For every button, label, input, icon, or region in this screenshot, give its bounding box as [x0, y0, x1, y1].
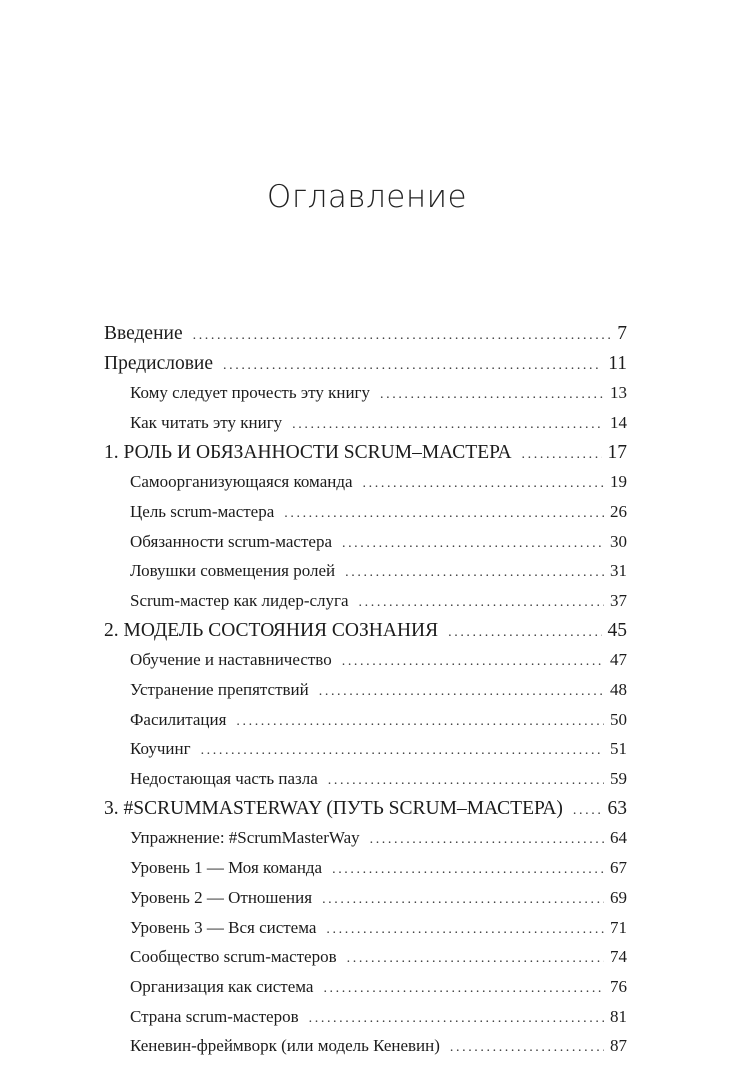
dot-leader — [193, 322, 612, 350]
toc-page-number: 45 — [607, 619, 627, 641]
toc-entry-label: Scrum-мастер как лидер-слуга — [130, 591, 349, 610]
toc-entry-label: Недостающая часть пазла — [130, 769, 318, 789]
toc-page-number: 51 — [610, 739, 627, 759]
toc-subentry[interactable] — [104, 409, 627, 439]
dot-leader — [201, 737, 604, 765]
toc-page-number: 7 — [617, 323, 627, 344]
toc-page-number: 37 — [610, 591, 627, 610]
toc-subentry[interactable] — [104, 765, 627, 795]
toc-page-number: 47 — [610, 650, 627, 670]
toc-entry-label: Обязанности scrum-мастера — [130, 531, 332, 551]
dot-leader — [309, 1005, 604, 1033]
toc-entry-label: Сообщество scrum-мастеров — [130, 947, 337, 967]
dot-leader — [322, 886, 604, 914]
toc-page-number: 13 — [610, 383, 627, 403]
toc-subentry[interactable] — [104, 914, 627, 944]
toc-subentry[interactable] — [104, 706, 627, 736]
toc-subentry[interactable] — [104, 735, 627, 765]
toc-subentry[interactable] — [104, 824, 627, 854]
dot-leader — [359, 589, 604, 617]
toc-chapter-3[interactable] — [104, 795, 627, 825]
toc-entry-label: Введение — [104, 323, 183, 344]
toc-page-number: 74 — [610, 947, 627, 967]
toc-subentry[interactable] — [104, 587, 627, 617]
dot-leader — [328, 767, 604, 795]
toc-entry-label: Кому следует прочесть эту книгу — [130, 383, 371, 403]
toc-entry-label: Уровень 2 — Отношения — [130, 887, 313, 907]
toc-page-number: 50 — [610, 709, 627, 729]
dot-leader — [342, 648, 604, 676]
dot-leader — [450, 1034, 604, 1062]
dot-leader — [326, 916, 604, 944]
toc-page-number: 48 — [610, 680, 627, 699]
toc-page-number: 67 — [610, 858, 627, 878]
dot-leader — [223, 352, 602, 380]
toc-page-number: 31 — [610, 561, 627, 581]
dot-leader — [236, 708, 604, 736]
table-of-contents — [104, 320, 627, 1062]
toc-entry-label: Уровень 3 — Вся система — [130, 917, 317, 937]
toc-subentry[interactable] — [104, 528, 627, 558]
dot-leader — [370, 826, 604, 854]
toc-entry-label: Ловушки совмещения ролей — [130, 561, 336, 581]
toc-subentry[interactable] — [104, 973, 627, 1003]
page-title: Оглавление — [266, 178, 468, 215]
toc-subentry[interactable] — [104, 1032, 627, 1062]
dot-leader — [363, 470, 604, 498]
dot-leader — [522, 441, 602, 469]
toc-entry-label: Предисловие — [104, 352, 214, 374]
toc-page-number: 26 — [610, 501, 627, 521]
toc-subentry[interactable] — [104, 854, 627, 884]
dot-leader — [342, 530, 604, 558]
dot-leader — [345, 559, 604, 587]
toc-entry-label: 2. МОДЕЛЬ СОСТОЯНИЯ СОЗНАНИЯ — [104, 619, 439, 641]
toc-entry-label: Как читать эту книгу — [130, 412, 283, 432]
dot-leader — [332, 856, 604, 884]
toc-page-number: 69 — [610, 887, 627, 907]
dot-leader — [573, 797, 602, 825]
toc-page-number: 71 — [610, 917, 627, 937]
toc-subentry[interactable] — [104, 884, 627, 914]
dot-leader — [347, 945, 604, 973]
toc-subentry[interactable] — [104, 646, 627, 676]
toc-entry-introduction[interactable] — [104, 320, 627, 350]
toc-page-number: 30 — [610, 531, 627, 551]
toc-entry-preface[interactable] — [104, 350, 627, 380]
toc-page-number: 87 — [610, 1036, 627, 1056]
dot-leader — [448, 619, 601, 647]
toc-page-number: 63 — [607, 797, 627, 819]
dot-leader — [292, 411, 604, 439]
toc-page-number: 81 — [610, 1006, 627, 1026]
toc-entry-label: Организация как система — [130, 976, 314, 996]
toc-subentry[interactable] — [104, 468, 627, 498]
toc-entry-label: Устранение препятствий — [130, 680, 309, 699]
dot-leader — [319, 678, 604, 706]
toc-chapter-2[interactable] — [104, 617, 627, 647]
toc-page-number: 64 — [610, 828, 627, 848]
toc-page-number: 14 — [610, 412, 627, 432]
toc-entry-label: Фасилитация — [130, 709, 227, 729]
toc-subentry[interactable] — [104, 557, 627, 587]
toc-entry-label: Страна scrum-мастеров — [130, 1006, 299, 1026]
dot-leader — [323, 975, 604, 1003]
toc-chapter-1[interactable] — [104, 439, 627, 469]
toc-subentry[interactable] — [104, 676, 627, 706]
toc-entry-label: Цель scrum-мастера — [130, 501, 275, 521]
toc-page-number: 11 — [608, 352, 627, 374]
toc-entry-label: Уровень 1 — Моя команда — [130, 858, 323, 878]
toc-page-number: 59 — [610, 769, 627, 789]
dot-leader — [380, 381, 604, 409]
toc-page-number: 17 — [607, 441, 627, 463]
toc-entry-label: Обучение и наставничество — [130, 650, 332, 670]
toc-subentry[interactable] — [104, 379, 627, 409]
toc-subentry[interactable] — [104, 1003, 627, 1033]
toc-page-number: 76 — [610, 976, 627, 996]
toc-entry-label: Кеневин-фреймворк (или модель Кеневин) — [130, 1036, 440, 1056]
toc-subentry[interactable] — [104, 943, 627, 973]
toc-page-number: 19 — [610, 472, 627, 492]
toc-entry-label: Упражнение: #ScrumMasterWay — [130, 828, 360, 848]
dot-leader — [284, 500, 604, 528]
toc-entry-label: 1. РОЛЬ И ОБЯЗАННОСТИ SCRUM–МАСТЕРА — [104, 441, 512, 463]
toc-entry-label: Коучинг — [130, 739, 191, 759]
toc-subentry[interactable] — [104, 498, 627, 528]
toc-entry-label: 3. #SCRUMMASTERWAY (ПУТЬ SCRUM–МАСТЕРА) — [104, 797, 563, 819]
toc-entry-label: Самоорганизующаяся команда — [130, 472, 353, 492]
